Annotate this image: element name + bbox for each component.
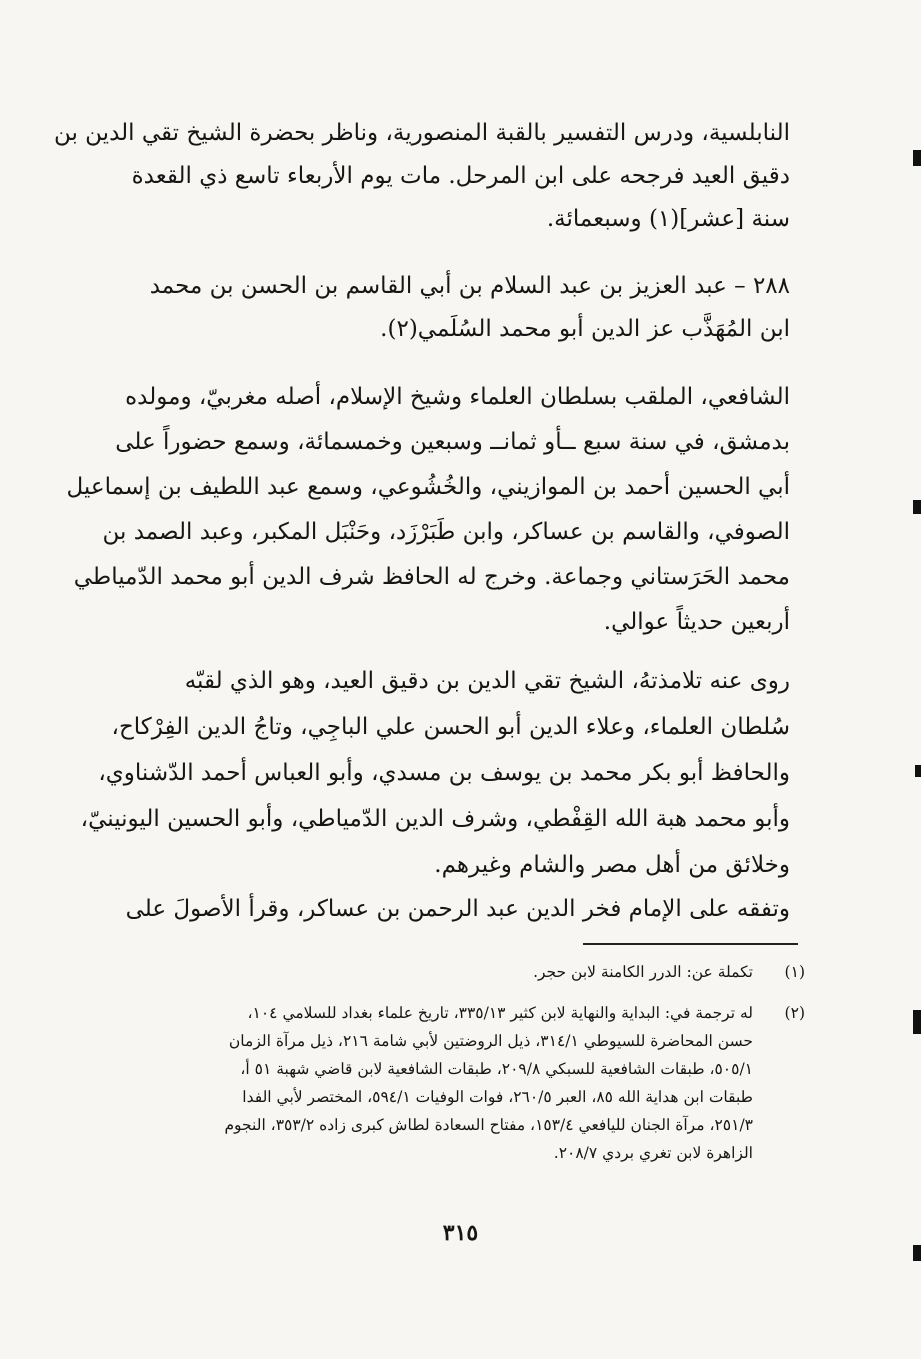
text-line: والحافظ أبو بكر محمد بن يوسف بن مسدي، وأبو العباس أحمد الدّشناوي، <box>98 760 790 786</box>
text-line: دقيق العيد فرجحه على ابن المرحل. مات يوم الأربعاء تاسع ذي القعدة <box>131 163 790 189</box>
scan-edge-mark <box>913 1010 921 1034</box>
text-line: النابلسية، ودرس التفسير بالقبة المنصورية، وناظر بحضرة الشيخ تقي الدين بن <box>53 120 790 146</box>
text-line: ابن المُهَذَّب عز الدين أبو محمد السُلَمي(٢). <box>380 316 790 342</box>
text-line: وتفقه على الإمام فخر الدين عبد الرحمن بن عساكر، وقرأ الأصولَ على <box>125 896 790 922</box>
footnote-body <box>130 958 753 986</box>
scan-edge-mark <box>913 500 921 514</box>
paragraph-continuation <box>53 112 790 241</box>
footnote-line: ٥٠٥/١، طبقات الشافعية للسبكي ٢٠٩/٨، طبقات الشافعية لابن قاضي شهبة ٥١ أ، <box>240 1060 753 1078</box>
footnote-line: حسن المحاضرة للسيوطي ٣١٤/١، ذيل الروضتين لأبي شامة ٢١٦، ذيل مرآة الزمان <box>228 1032 753 1050</box>
text-line: بدمشق، في سنة سبع ــأو ثمانــ وسبعين وخمسمائة، وسمع حضوراً على <box>115 429 790 455</box>
footnote-divider <box>583 943 798 945</box>
footnote-number: (٢) <box>784 1004 805 1022</box>
footnote-line: طبقات ابن هداية الله ٨٥، العبر ٢٦٠/٥، فوات الوفيات ٥٩٤/١، المختصر لأبي الفدا <box>242 1088 753 1106</box>
footnote-1 <box>130 958 805 986</box>
scan-edge-mark <box>913 1245 921 1261</box>
footnote-number: (١) <box>784 963 805 981</box>
paragraph-students <box>80 658 790 888</box>
text-line: أربعين حديثاً عوالي. <box>603 609 790 635</box>
text-line: وأبو محمد هبة الله القِفْطي، وشرف الدين الدّمياطي، وأبو الحسين اليونينيّ، <box>80 806 790 832</box>
text-line: وخلائق من أهل مصر والشام وغيرهم. <box>434 852 790 878</box>
scan-edge-mark <box>915 765 921 777</box>
paragraph-biography <box>66 375 790 645</box>
footnote-2 <box>130 999 805 1167</box>
text-line: سنة [عشر](١) وسبعمائة. <box>546 206 790 232</box>
text-line: أبي الحسين أحمد بن الموازيني، والخُشُوعي، وسمع عبد اللطيف بن إسماعيل <box>66 474 790 500</box>
footnote-body <box>130 999 753 1167</box>
footnote-line: تكملة عن: الدرر الكامنة لابن حجر. <box>533 963 753 981</box>
text-line: محمد الحَرَستاني وجماعة. وخرج له الحافظ شرف الدين أبو محمد الدّمياطي <box>73 564 790 590</box>
footnote-line: ٢٥١/٣، مرآة الجنان لليافعي ١٥٣/٤، مفتاح السعادة لطاش كبرى زاده ٣٥٣/٢، النجوم <box>224 1116 753 1134</box>
footnote-line: له ترجمة في: البداية والنهاية لابن كثير ٣٣٥/١٣، تاريخ علماء بغداد للسلامي ١٠٤، <box>247 1004 753 1022</box>
scan-edge-mark <box>913 150 921 166</box>
paragraph-study <box>125 888 790 931</box>
text-line: سُلطان العلماء، وعلاء الدين أبو الحسن علي الباجِي، وتاجُ الدين الفِرْكاح، <box>111 714 790 740</box>
entry-heading-288 <box>130 265 790 351</box>
footnote-line: الزاهرة لابن تغري بردي ٢٠٨/٧. <box>553 1144 753 1162</box>
page-number: ٣١٥ <box>442 1220 479 1246</box>
text-line: ٢٨٨ – عبد العزيز بن عبد السلام بن أبي القاسم بن الحسن بن محمد <box>149 273 790 299</box>
text-line: روى عنه تلامذتهُ، الشيخ تقي الدين بن دقيق العيد، وهو الذي لقبّه <box>184 668 790 694</box>
text-line: الصوفي، والقاسم بن عساكر، وابن طَبَرْزَد، وحَنْبَل المكبر، وعبد الصمد بن <box>102 519 790 545</box>
text-line: الشافعي، الملقب بسلطان العلماء وشيخ الإسلام، أصله مغربيّ، ومولده <box>125 384 790 410</box>
